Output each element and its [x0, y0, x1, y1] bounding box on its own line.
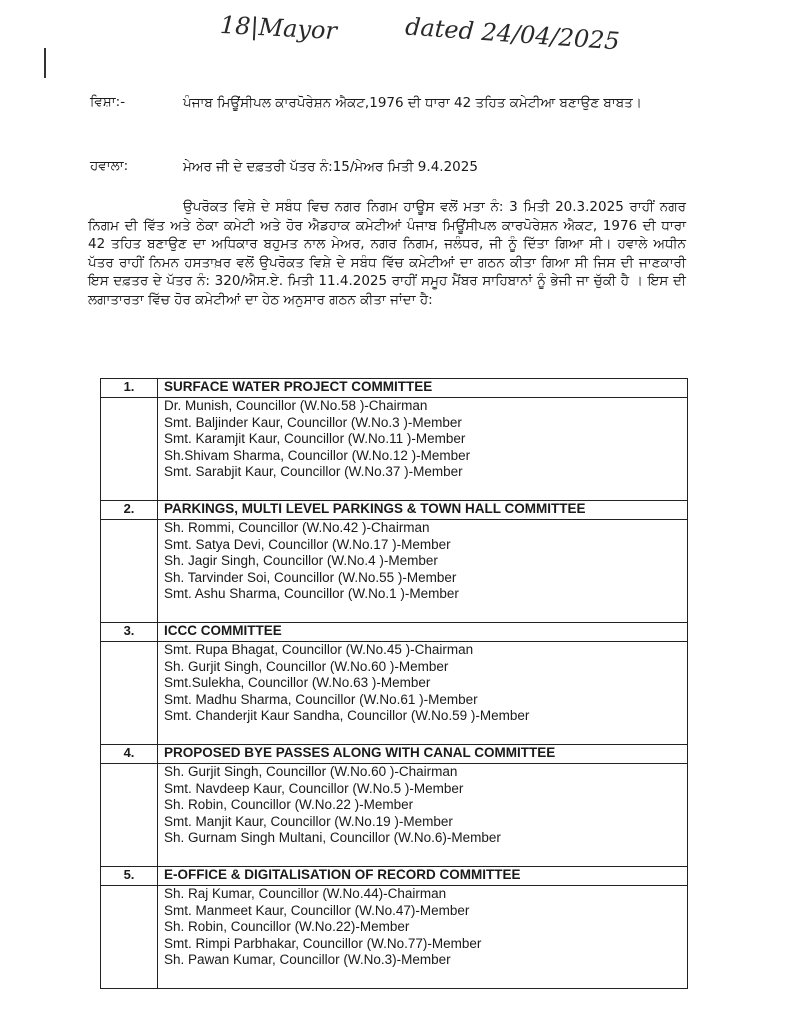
committee-members: [158, 520, 688, 623]
committee-member: Sh. Robin, Councillor (W.No.22 )-Member: [164, 797, 414, 812]
committee-title: ICCC COMMITTEE: [158, 623, 688, 642]
committee-member: Sh. Gurjit Singh, Councillor (W.No.60 )-Member: [164, 658, 449, 674]
committee-number: 4.: [101, 745, 158, 764]
committee-member: Smt. Rimpi Parbhakar, Councillor (W.No.77)-Member: [164, 935, 482, 951]
committee-member: Dr. Munish, Councillor (W.No.58 )-Chairman: [164, 398, 428, 413]
committee-member: Smt. Ashu Sharma, Councillor (W.No.1 )-Member: [164, 586, 459, 601]
reference-text: ਮੇਅਰ ਜੀ ਦੇ ਦਫ਼ਤਰੀ ਪੱਤਰ ਨੰ:15/ਮੇਅਰ ਮਿਤੀ 9.4.2025: [183, 159, 478, 175]
committee-member: Sh. Tarvinder Soi, Councillor (W.No.55 )-Member: [164, 569, 457, 585]
committee-members-row: [101, 764, 688, 867]
committee-member: Sh.Shivam Sharma, Councillor (W.No.12 )-Member: [164, 447, 471, 463]
subject-text: ਪੰਜਾਬ ਮਿਊਂਸੀਪਲ ਕਾਰਪੋਰੇਸ਼ਨ ਐਕਟ,1976 ਦੀ ਧਾਰਾ 42 ਤਹਿਤ ਕਮੇਟੀਆ ਬਣਾਉਣ ਬਾਬਤ।: [183, 95, 642, 111]
committee-member: Smt. Madhu Sharma, Councillor (W.No.61 )-Member: [164, 691, 478, 707]
committee-members-row: [101, 886, 688, 989]
committee-title: SURFACE WATER PROJECT COMMITTEE: [158, 379, 688, 398]
committee-title-row: [101, 623, 688, 642]
committee-number-blank-cell: [101, 398, 158, 501]
committee-number-blank-cell: [101, 520, 158, 623]
committee-member: Sh. Rommi, Councillor (W.No.42 )-Chairman: [164, 520, 430, 535]
committee-title: PARKINGS, MULTI LEVEL PARKINGS & TOWN HALL COMMITTEE: [158, 501, 688, 520]
committee-member: Smt. Satya Devi, Councillor (W.No.17 )-Member: [164, 536, 451, 552]
committee-number: 5.: [101, 867, 158, 886]
committee-members-row: [101, 398, 688, 501]
committee-number: 1.: [101, 379, 158, 398]
subject-label: ਵਿਸ਼ਾ:-: [90, 94, 126, 110]
committee-member: Sh. Raj Kumar, Councillor (W.No.44)-Chairman: [164, 886, 447, 901]
committee-number: 2.: [101, 501, 158, 520]
committee-member: Smt. Baljinder Kaur, Councillor (W.No.3 )-Member: [164, 414, 462, 430]
body-paragraph: ਉਪਰੋਕਤ ਵਿਸ਼ੇ ਦੇ ਸਬੰਧ ਵਿਚ ਨਗਰ ਨਿਗਮ ਹਾਊਸ ਵਲੋਂ ਮਤਾ ਨੰ: 3 ਮਿਤੀ 20.3.2025 ਰਾਹੀਂ ਨਗਰ ਨਿਗਮ ਦੀ ਵਿੱਤ ਅਤੇ ਠੇਕਾ ਕਮੇਟੀ ਅਤੇ ਹੋਰ ਐਡਹਾਕ ਕਮੇਟੀਆਂ ਪੰਜਾਬ ਮਿਊਂਸੀਪਲ ਕਾਰਪੋਰੇਸ਼ਨ ਐਕਟ, 1976 ਦੀ ਧਾਰਾ 42 ਤਹਿਤ ਬਣਾਉਣ ਦਾ ਅਧਿਕਾਰ ਬਹੁਮਤ ਨਾਲ ਮੇਅਰ, ਨਗਰ ਨਿਗਮ, ਜਲੰਧਰ, ਜੀ ਨੂੰ ਦਿੱਤਾ ਗਿਆ ਸੀ। ਹਵਾਲੇ ਅਧੀਨ ਪੱਤਰ ਰਾਹੀਂ ਨਿਮਨ ਹਸਤਾਖ਼ਰ ਵਲੋਂ ਉਪਰੋਕਤ ਵਿਸ਼ੇ ਦੇ ਸਬੰਧ ਵਿੱਚ ਕਮੇਟੀਆਂ ਦਾ ਗਠਨ ਕੀਤਾ ਗਿਆ ਸੀ ਜਿਸ ਦੀ ਜਾਣਕਾਰੀ ਇਸ ਦਫ਼ਤਰ ਦੇ ਪੱਤਰ ਨੰ: 320/ਐਸ.ਏ. ਮਿਤੀ 11.4.2025 ਰਾਹੀਂ ਸਮੂਹ ਮੈਂਬਰ ਸਾਹਿਬਾਨਾਂ ਨੂੰ ਭੇਜੀ ਜਾ ਚੁੱਕੀ ਹੈ । ਇਸ ਦੀ ਲਗਾਤਾਰਤਾ ਵਿੱਚ ਹੋਰ ਕਮੇਟੀਆਂ ਦਾ ਹੇਠ ਅਨੁਸਾਰ ਗਠਨ ਕੀਤਾ ਜਾਂਦਾ ਹੈ:: [88, 199, 686, 308]
committee-member: Smt. Karamjit Kaur, Councillor (W.No.11 )-Member: [164, 431, 466, 446]
committee-member: Smt. Manmeet Kaur, Councillor (W.No.47)-Member: [164, 902, 470, 918]
handwritten-date: dated 24/04/2025: [404, 12, 621, 56]
committee-member: Smt. Manjit Kaur, Councillor (W.No.19 )-Member: [164, 813, 453, 829]
committee-number-blank-cell: [101, 886, 158, 989]
margin-mark: [44, 48, 46, 78]
committee-members: [158, 886, 688, 989]
handwritten-reference-number: 18|Mayor: [219, 10, 338, 46]
committee-member: Sh. Robin, Councillor (W.No.22)-Member: [164, 919, 410, 934]
committee-title-row: [101, 379, 688, 398]
committee-member: Sh. Jagir Singh, Councillor (W.No.4 )-Member: [164, 553, 438, 568]
committee-title-row: [101, 745, 688, 764]
committee-member: Sh. Gurnam Singh Multani, Councillor (W.No.6)-Member: [164, 830, 501, 845]
committee-number-blank-cell: [101, 642, 158, 745]
committee-number-blank-cell: [101, 764, 158, 867]
committee-member: Smt.Sulekha, Councillor (W.No.63 )-Member: [164, 675, 431, 690]
committee-members-row: [101, 520, 688, 623]
committee-member: Smt. Rupa Bhagat, Councillor (W.No.45 )-Chairman: [164, 642, 474, 657]
committee-number: 3.: [101, 623, 158, 642]
committee-title-row: [101, 501, 688, 520]
committee-title-row: [101, 867, 688, 886]
committees-table: [100, 378, 688, 989]
committee-members: [158, 764, 688, 867]
committee-member: Smt. Sarabjit Kaur, Councillor (W.No.37 )-Member: [164, 464, 463, 479]
committee-members: [158, 398, 688, 501]
committee-member: Sh. Pawan Kumar, Councillor (W.No.3)-Member: [164, 952, 451, 967]
committee-member: Sh. Gurjit Singh, Councillor (W.No.60 )-Chairman: [164, 764, 458, 779]
committee-title: E-OFFICE & DIGITALISATION OF RECORD COMMITTEE: [158, 867, 688, 886]
reference-label: ਹਵਾਲਾ:: [90, 158, 129, 174]
committee-members-row: [101, 642, 688, 745]
committee-member: Smt. Navdeep Kaur, Councillor (W.No.5 )-Member: [164, 780, 464, 796]
committee-members: [158, 642, 688, 745]
committee-title: PROPOSED BYE PASSES ALONG WITH CANAL COMMITTEE: [158, 745, 688, 764]
committee-member: Smt. Chanderjit Kaur Sandha, Councillor (W.No.59 )-Member: [164, 708, 530, 723]
